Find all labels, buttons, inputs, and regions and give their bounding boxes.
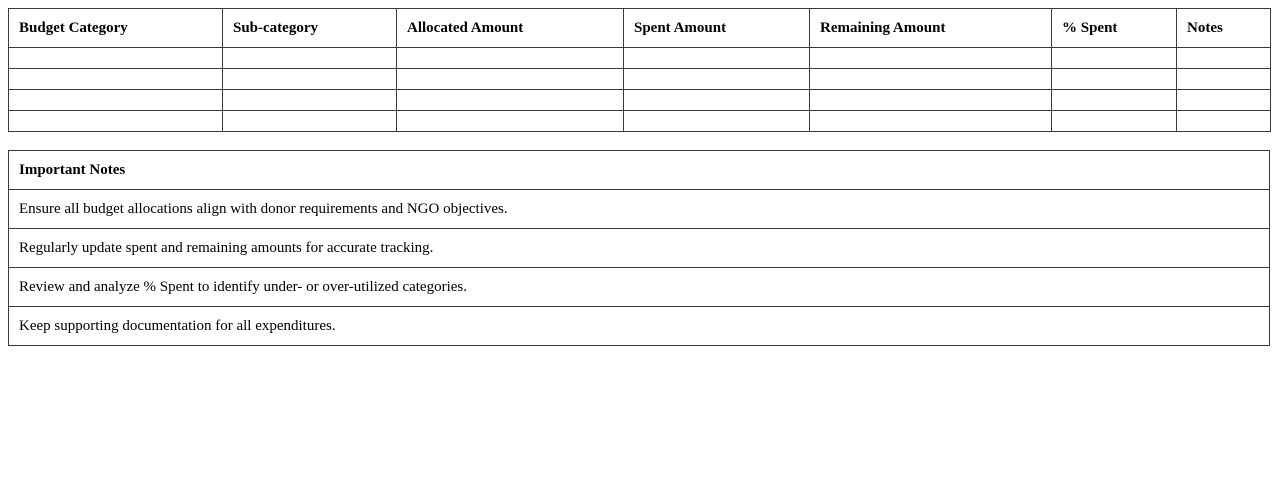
note-text: Review and analyze % Spent to identify under- or over-utilized categories.: [9, 268, 1270, 307]
table-cell[interactable]: [810, 90, 1052, 111]
table-cell[interactable]: [624, 111, 810, 132]
table-row: [9, 48, 1271, 69]
table-row: [9, 111, 1271, 132]
table-row: [9, 69, 1271, 90]
note-text: Ensure all budget allocations align with donor requirements and NGO objectives.: [9, 190, 1270, 229]
list-item: [9, 190, 1270, 229]
list-item: [9, 229, 1270, 268]
table-cell[interactable]: [624, 48, 810, 69]
important-notes-table: [8, 150, 1270, 346]
table-cell[interactable]: [1052, 90, 1177, 111]
table-cell[interactable]: [397, 48, 624, 69]
header-sub-category: Sub-category: [223, 9, 397, 48]
header-remaining-amount: Remaining Amount: [810, 9, 1052, 48]
header-spent-amount: Spent Amount: [624, 9, 810, 48]
table-cell[interactable]: [9, 90, 223, 111]
notes-header-row: [9, 151, 1270, 190]
note-text: Keep supporting documentation for all expenditures.: [9, 307, 1270, 346]
table-row: [9, 90, 1271, 111]
table-cell[interactable]: [1052, 111, 1177, 132]
table-cell[interactable]: [1052, 69, 1177, 90]
table-cell[interactable]: [1177, 90, 1271, 111]
table-cell[interactable]: [397, 69, 624, 90]
table-cell[interactable]: [810, 111, 1052, 132]
budget-table: [8, 8, 1271, 132]
table-cell[interactable]: [223, 69, 397, 90]
table-cell[interactable]: [624, 69, 810, 90]
table-cell[interactable]: [810, 69, 1052, 90]
table-cell[interactable]: [1052, 48, 1177, 69]
table-cell[interactable]: [223, 48, 397, 69]
table-cell[interactable]: [9, 69, 223, 90]
header-allocated-amount: Allocated Amount: [397, 9, 624, 48]
note-text: Regularly update spent and remaining amounts for accurate tracking.: [9, 229, 1270, 268]
table-cell[interactable]: [223, 111, 397, 132]
table-cell[interactable]: [1177, 111, 1271, 132]
list-item: [9, 268, 1270, 307]
table-cell[interactable]: [9, 111, 223, 132]
budget-header-row: [9, 9, 1271, 48]
table-cell[interactable]: [397, 111, 624, 132]
table-cell[interactable]: [624, 90, 810, 111]
table-cell[interactable]: [810, 48, 1052, 69]
header-budget-category: Budget Category: [9, 9, 223, 48]
table-cell[interactable]: [1177, 48, 1271, 69]
important-notes-title: Important Notes: [9, 151, 1270, 190]
list-item: [9, 307, 1270, 346]
header-percent-spent: % Spent: [1052, 9, 1177, 48]
table-cell[interactable]: [9, 48, 223, 69]
table-cell[interactable]: [223, 90, 397, 111]
table-cell[interactable]: [397, 90, 624, 111]
header-notes: Notes: [1177, 9, 1271, 48]
table-cell[interactable]: [1177, 69, 1271, 90]
